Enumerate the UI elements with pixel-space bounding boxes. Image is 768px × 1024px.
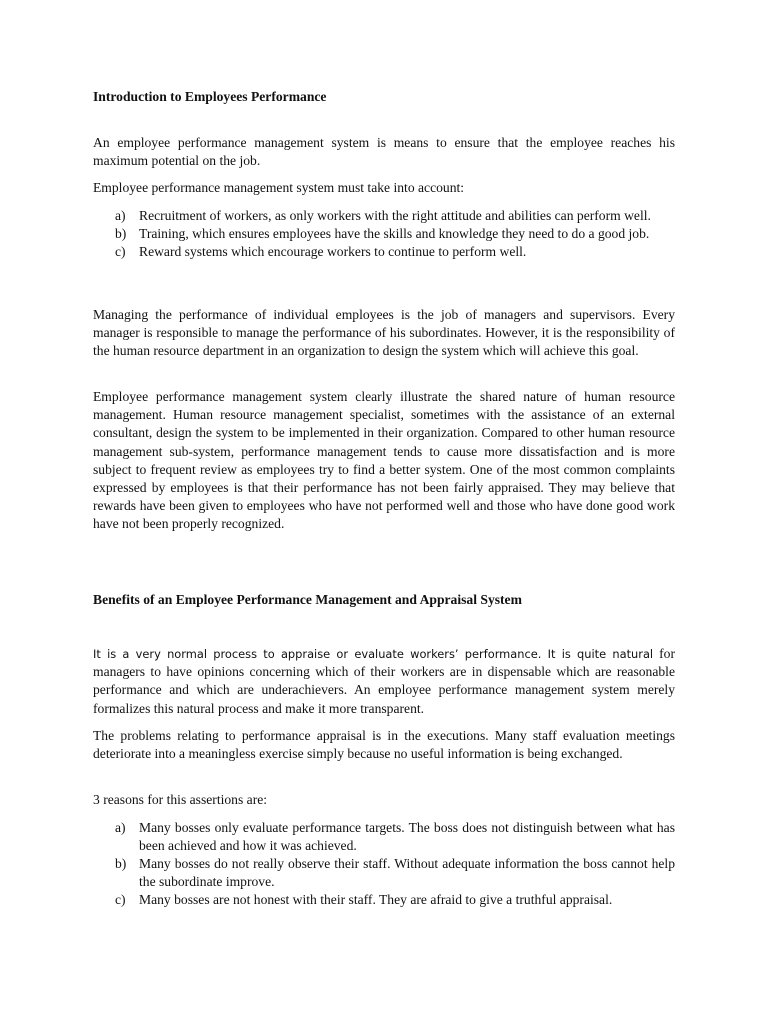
- list-marker: b): [115, 856, 127, 871]
- paragraph-natural-process: [93, 645, 675, 718]
- list-marker: c): [115, 244, 126, 259]
- list-marker: a): [115, 208, 126, 223]
- list-item-text: Many bosses only evaluate performance targets. The boss does not distinguish between what has been achieved and how it was achieved.: [139, 820, 675, 853]
- list-item: [93, 819, 675, 855]
- paragraph-reasons-intro: 3 reasons for this assertions are:: [93, 792, 268, 807]
- section-heading-introduction: Introduction to Employees Performance: [93, 89, 327, 104]
- paragraph-lead-run: It is a very normal process to appraise or evaluate workers’ performance. It is quite natural: [93, 647, 654, 661]
- list-item: [93, 855, 675, 891]
- paragraph-shared-nature: Employee performance management system clearly illustrate the shared nature of human resource management. Human resource management specialist, sometimes with the assistance of an external consultant, design the system to be implemented in their organization. Compared to other human resource management sub-system, performance management tends to cause more dissatisfaction and is more subject to frequent review as employees try to find a better system. One of the most common complaints expressed by employees is that their performance has not been fairly appraised. They may believe that rewards have been given to employees who have not performed well and those who have done good work have not been properly recognized.: [93, 389, 675, 532]
- list-item: [93, 243, 675, 261]
- paragraph-appraisal-problems: The problems relating to performance appraisal is in the executions. Many staff evaluation meetings deteriorate into a meaningless exercise simply because no useful information is being exchanged.: [93, 728, 675, 762]
- list-item: [93, 891, 675, 909]
- list-system-considerations: [93, 207, 675, 261]
- section-heading-benefits: Benefits of an Employee Performance Management and Appraisal System: [93, 592, 522, 607]
- list-item-text: Many bosses are not honest with their staff. They are afraid to give a truthful appraisal.: [139, 892, 613, 907]
- paragraph-rest-run: for managers to have opinions concerning which of their workers are in dispensable which are reasonable performance and which are underachievers. An employee performance management system merely formalizes this natural process and make it more transparent.: [93, 646, 675, 716]
- list-item: [93, 207, 675, 225]
- paragraph-intro-definition: An employee performance management system is means to ensure that the employee reaches his maximum potential on the job.: [93, 135, 675, 169]
- list-marker: a): [115, 820, 126, 835]
- paragraph-intro-account: Employee performance management system must take into account:: [93, 180, 465, 195]
- list-marker: b): [115, 226, 127, 241]
- list-item-text: Many bosses do not really observe their staff. Without adequate information the boss cannot help the subordinate improve.: [139, 856, 675, 889]
- list-marker: c): [115, 892, 126, 907]
- list-item: [93, 225, 675, 243]
- list-item-text: Recruitment of workers, as only workers with the right attitude and abilities can perform well.: [139, 208, 651, 223]
- list-item-text: Reward systems which encourage workers to continue to perform well.: [139, 244, 527, 259]
- paragraph-managing-performance: Managing the performance of individual employees is the job of managers and supervisors. Every manager is responsible to manage the performance of his subordinates. However, it is the responsibility of the human resource department in an organization to design the system which will achieve this goal.: [93, 307, 675, 359]
- list-assertion-reasons: [93, 819, 675, 909]
- list-item-text: Training, which ensures employees have the skills and knowledge they need to do a good job.: [139, 226, 650, 241]
